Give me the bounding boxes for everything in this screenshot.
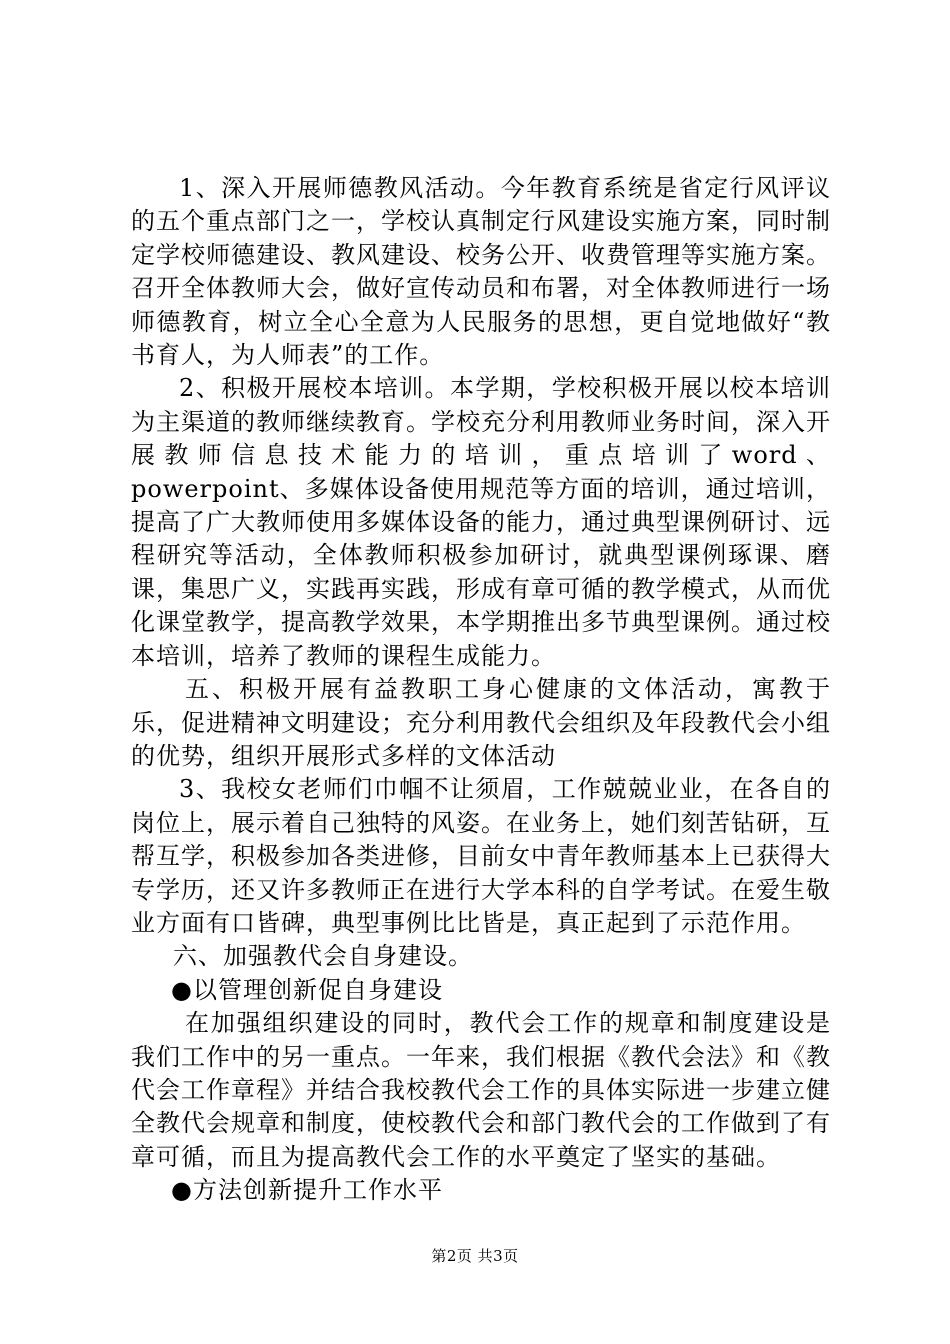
bullet-heading-management: ●以管理创新促自身建设 <box>171 975 443 1004</box>
paragraph-3: 五、积极开展有益教职工身心健康的文体活动，寓教于乐，促进精神文明建设；充分利用教代会组织及年段教代会小组的优势，组织开展形式多样的文体活动 <box>131 675 831 770</box>
page-number-label: 第2页 共3页 <box>431 1247 519 1265</box>
paragraph-4: 3、我校女老师们巾帼不让须眉，工作兢兢业业，在各自的岗位上，展示着自己独特的风姿。在业务上，她们刻苦钻研，互帮互学，积极参加各类进修，目前女中青年教师基本上已获得大专学历，还又许多教师正在进行大学本科的自学考试。在爱生敬业方面有口皆碑，典型事例比比皆是，真正起到了示范作用。 <box>131 775 831 937</box>
page-footer <box>0 1245 950 1266</box>
paragraph-1: 1、深入开展师德教风活动。今年教育系统是省定行风评议的五个重点部门之一，学校认真制定行风建设实施方案，同时制定学校师德建设、教风建设、校务公开、收费管理等实施方案。召开全体教师大会，做好宣传动员和布署，对全体教师进行一场师德教育，树立全心全意为人民服务的思想，更自觉地做好“教书育人，为人师表”的工作。 <box>131 174 831 370</box>
bullet-heading-method: ●方法创新提升工作水平 <box>171 1176 443 1205</box>
paragraph-2: 2、积极开展校本培训。本学期，学校积极开展以校本培训为主渠道的教师继续教育。学校充分利用教师业务时间，深入开展教师信息技术能力的培训，重点培训了word、powerpoint、多媒体设备使用规范等方面的培训，通过培训，提高了广大教师使用多媒体设备的能力，通过典型课例研讨、远程研究等活动，全体教师积极参加研讨，就典型课例琢课、磨课，集思广义，实践再实践，形成有章可循的教学模式，从而优化课堂教学，提高教学效果，本学期推出多节典型课例。通过校本培训，培养了教师的课程生成能力。 <box>131 374 831 670</box>
paragraph-5: 在加强组织建设的同时，教代会工作的规章和制度建设是我们工作中的另一重点。一年来，我们根据《教代会法》和《教代会工作章程》并结合我校教代会工作的具体实际进一步建立健全教代会规章和制度，使校教代会和部门教代会的工作做到了有章可循，而且为提高教代会工作的水平奠定了坚实的基础。 <box>131 1009 831 1171</box>
document-body <box>131 172 831 1208</box>
section-heading-6: 六、加强教代会自身建设。 <box>173 942 473 971</box>
